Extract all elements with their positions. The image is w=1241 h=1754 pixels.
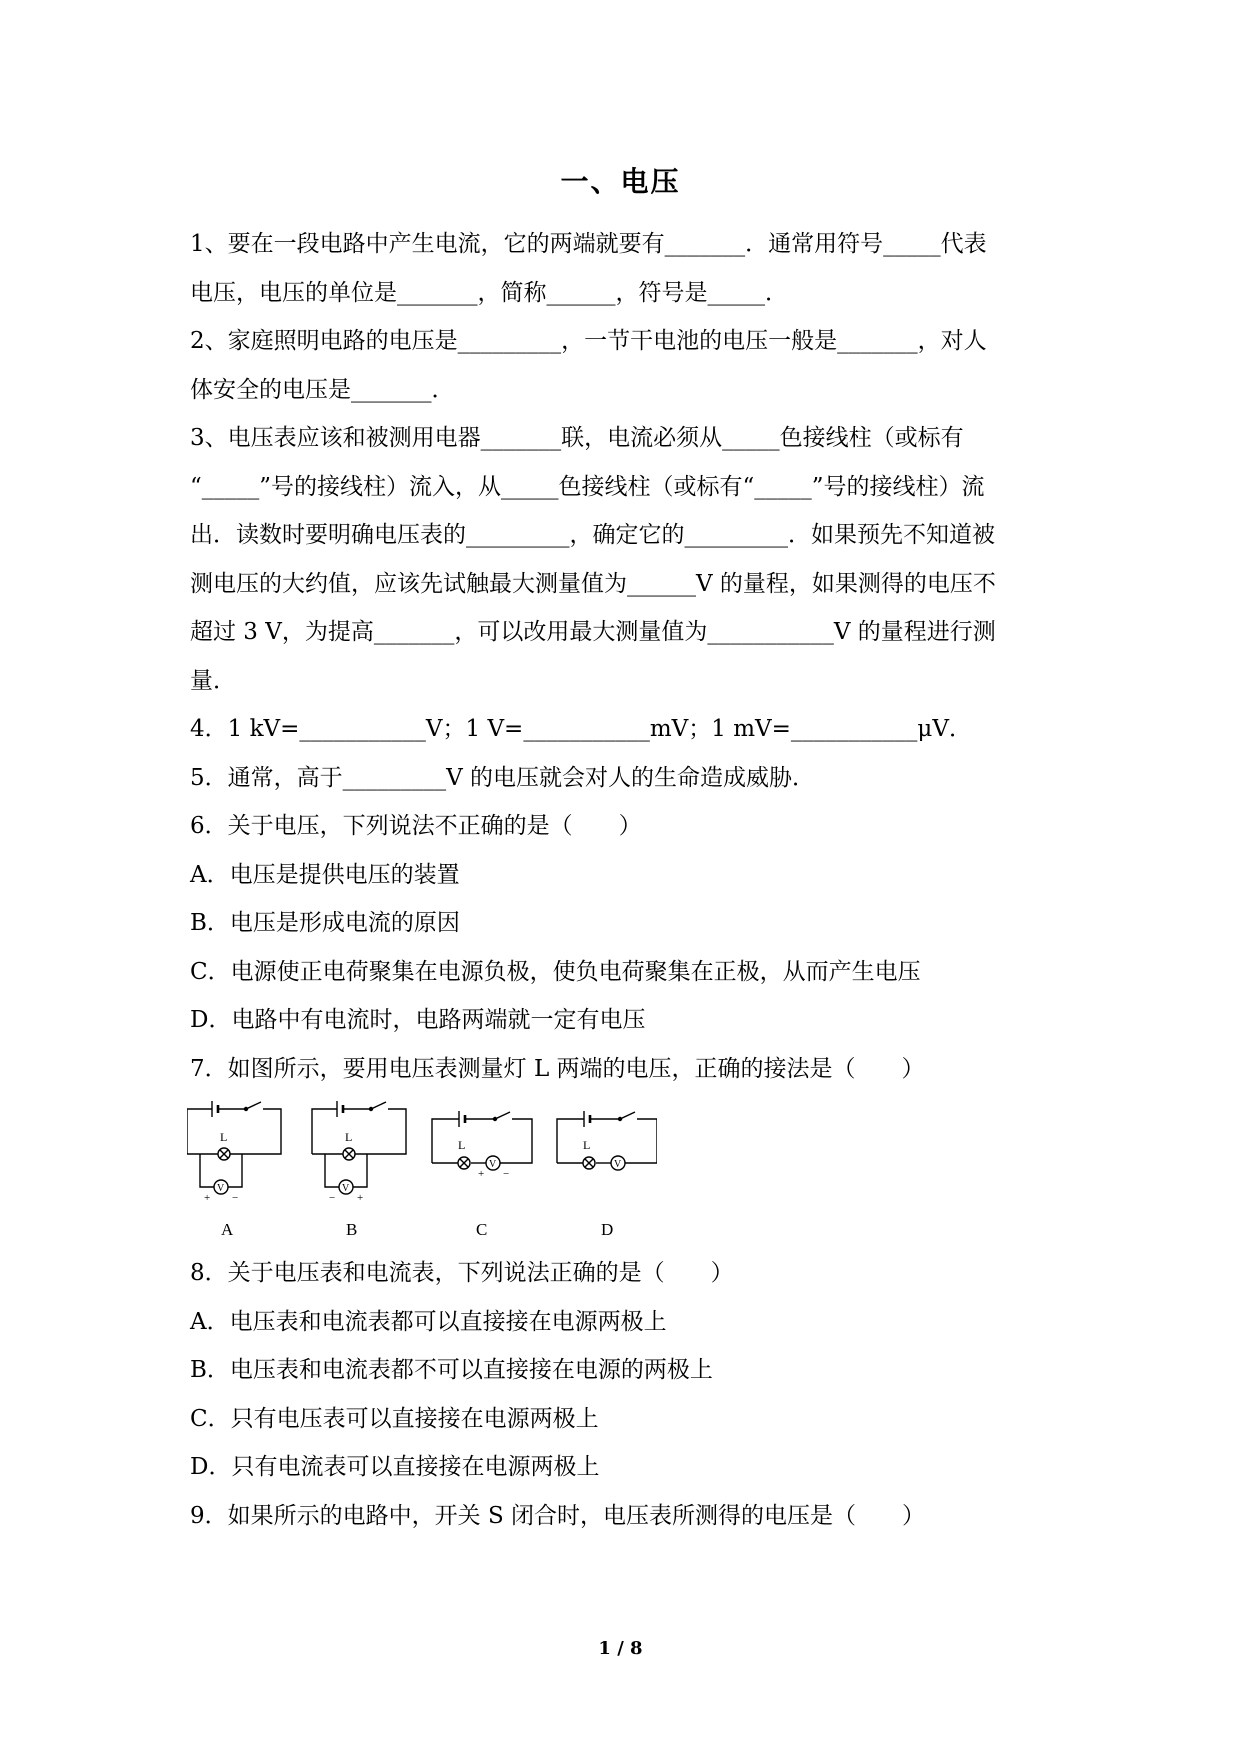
text-line-4: 体安全的电压是_______． (190, 376, 455, 403)
text-line-after-figure-2: A．电压表和电流表都可以直接接在电源两极上 (190, 1308, 667, 1335)
text-line-7: 出．读数时要明确电压表的_________，确定它的_________．如果预先不知道被 (190, 522, 995, 548)
circuit-diagrams-svg (187, 1097, 657, 1247)
circuit-b (312, 1101, 406, 1194)
page-title: 一、电压 (560, 165, 681, 198)
text-line-after-figure-5: D．只有电流表可以直接接在电源两极上 (190, 1454, 600, 1480)
circuit-b-voltmeter-icon: V (342, 1183, 350, 1194)
circuit-c-plus-sign: + (478, 1168, 485, 1180)
circuit-a-caption: A (221, 1220, 234, 1239)
text-line-16: C．电源使正电荷聚集在电源负极，使负电荷聚集在正极，从而产生电压 (190, 958, 921, 985)
circuit-b-plus-sign: + (357, 1192, 364, 1204)
circuit-a (187, 1101, 281, 1194)
circuit-d-voltmeter-icon: V (614, 1159, 622, 1170)
circuit-a-plus-sign: + (204, 1192, 211, 1204)
circuit-d-lamp-label: L (583, 1138, 591, 1152)
questions-1-to-7 (190, 220, 1060, 1093)
circuit-b-minus-sign: − (329, 1192, 336, 1204)
circuit-a-voltmeter-icon: V (217, 1183, 225, 1194)
text-line-9: 超过 3 V，为提高_______，可以改用最大测量值为___________V 的量程进行测 (190, 619, 996, 645)
circuit-c-caption: C (476, 1220, 488, 1239)
text-line-10: 量． (190, 667, 236, 694)
text-line-13: 6．关于电压，下列说法不正确的是（ ） (190, 813, 642, 839)
text-line-2: 电压，电压的单位是_______，简称______，符号是_____． (190, 279, 788, 306)
text-line-5: 3、电压表应该和被测用电器_______联，电流必须从_____色接线柱（或标有 (190, 425, 964, 451)
text-line-18: 7．如图所示，要用电压表测量灯 L 两端的电压，正确的接法是（ ） (190, 1055, 925, 1082)
text-line-after-figure-1: 8．关于电压表和电流表，下列说法正确的是（ ） (190, 1260, 734, 1286)
text-line-3: 2、家庭照明电路的电压是_________，一节干电池的电压一般是_______，对人 (190, 328, 987, 354)
circuit-b-caption: B (346, 1220, 358, 1239)
circuit-d-caption: D (601, 1220, 614, 1239)
text-line-14: A．电压是提供电压的装置 (190, 861, 460, 888)
questions-8-to-9 (190, 1249, 1060, 1540)
text-line-11: 4．1 kV=___________V；1 V=___________mV；1 mV=___________μV． (190, 716, 972, 742)
circuit-d (557, 1111, 657, 1170)
text-line-6: “_____”号的接线柱）流入，从_____色接线柱（或标有“_____”号的接线柱）流 (190, 473, 985, 500)
text-line-17: D．电路中有电流时，电路两端就一定有电压 (190, 1007, 646, 1033)
circuit-c-voltmeter-icon: V (489, 1159, 497, 1170)
text-line-12: 5．通常，高于_________V 的电压就会对人的生命造成威胁． (190, 764, 816, 791)
circuit-diagrams-figure (190, 1097, 1060, 1247)
worksheet-body (190, 220, 1060, 1540)
text-line-8: 测电压的大约值，应该先试触最大测量值为______V 的量程，如果测得的电压不 (190, 570, 996, 597)
text-line-15: B．电压是形成电流的原因 (190, 910, 460, 936)
text-line-after-figure-4: C．只有电压表可以直接接在电源两极上 (190, 1405, 599, 1432)
circuit-c-minus-sign: − (503, 1168, 510, 1180)
text-line-1: 1、要在一段电路中产生电流，它的两端就要有_______．通常用符号_____代表 (190, 231, 987, 257)
page-number: 1 / 8 (598, 1638, 643, 1659)
circuit-a-lamp-label: L (220, 1130, 228, 1144)
circuit-a-minus-sign: − (232, 1192, 239, 1204)
text-line-after-figure-6: 9．如果所示的电路中，开关 S 闭合时，电压表所测得的电压是（ ） (190, 1502, 926, 1529)
circuit-c (432, 1111, 532, 1170)
text-line-after-figure-3: B．电压表和电流表都不可以直接接在电源的两极上 (190, 1357, 713, 1383)
circuit-b-lamp-label: L (345, 1130, 353, 1144)
circuit-c-lamp-label: L (458, 1138, 466, 1152)
